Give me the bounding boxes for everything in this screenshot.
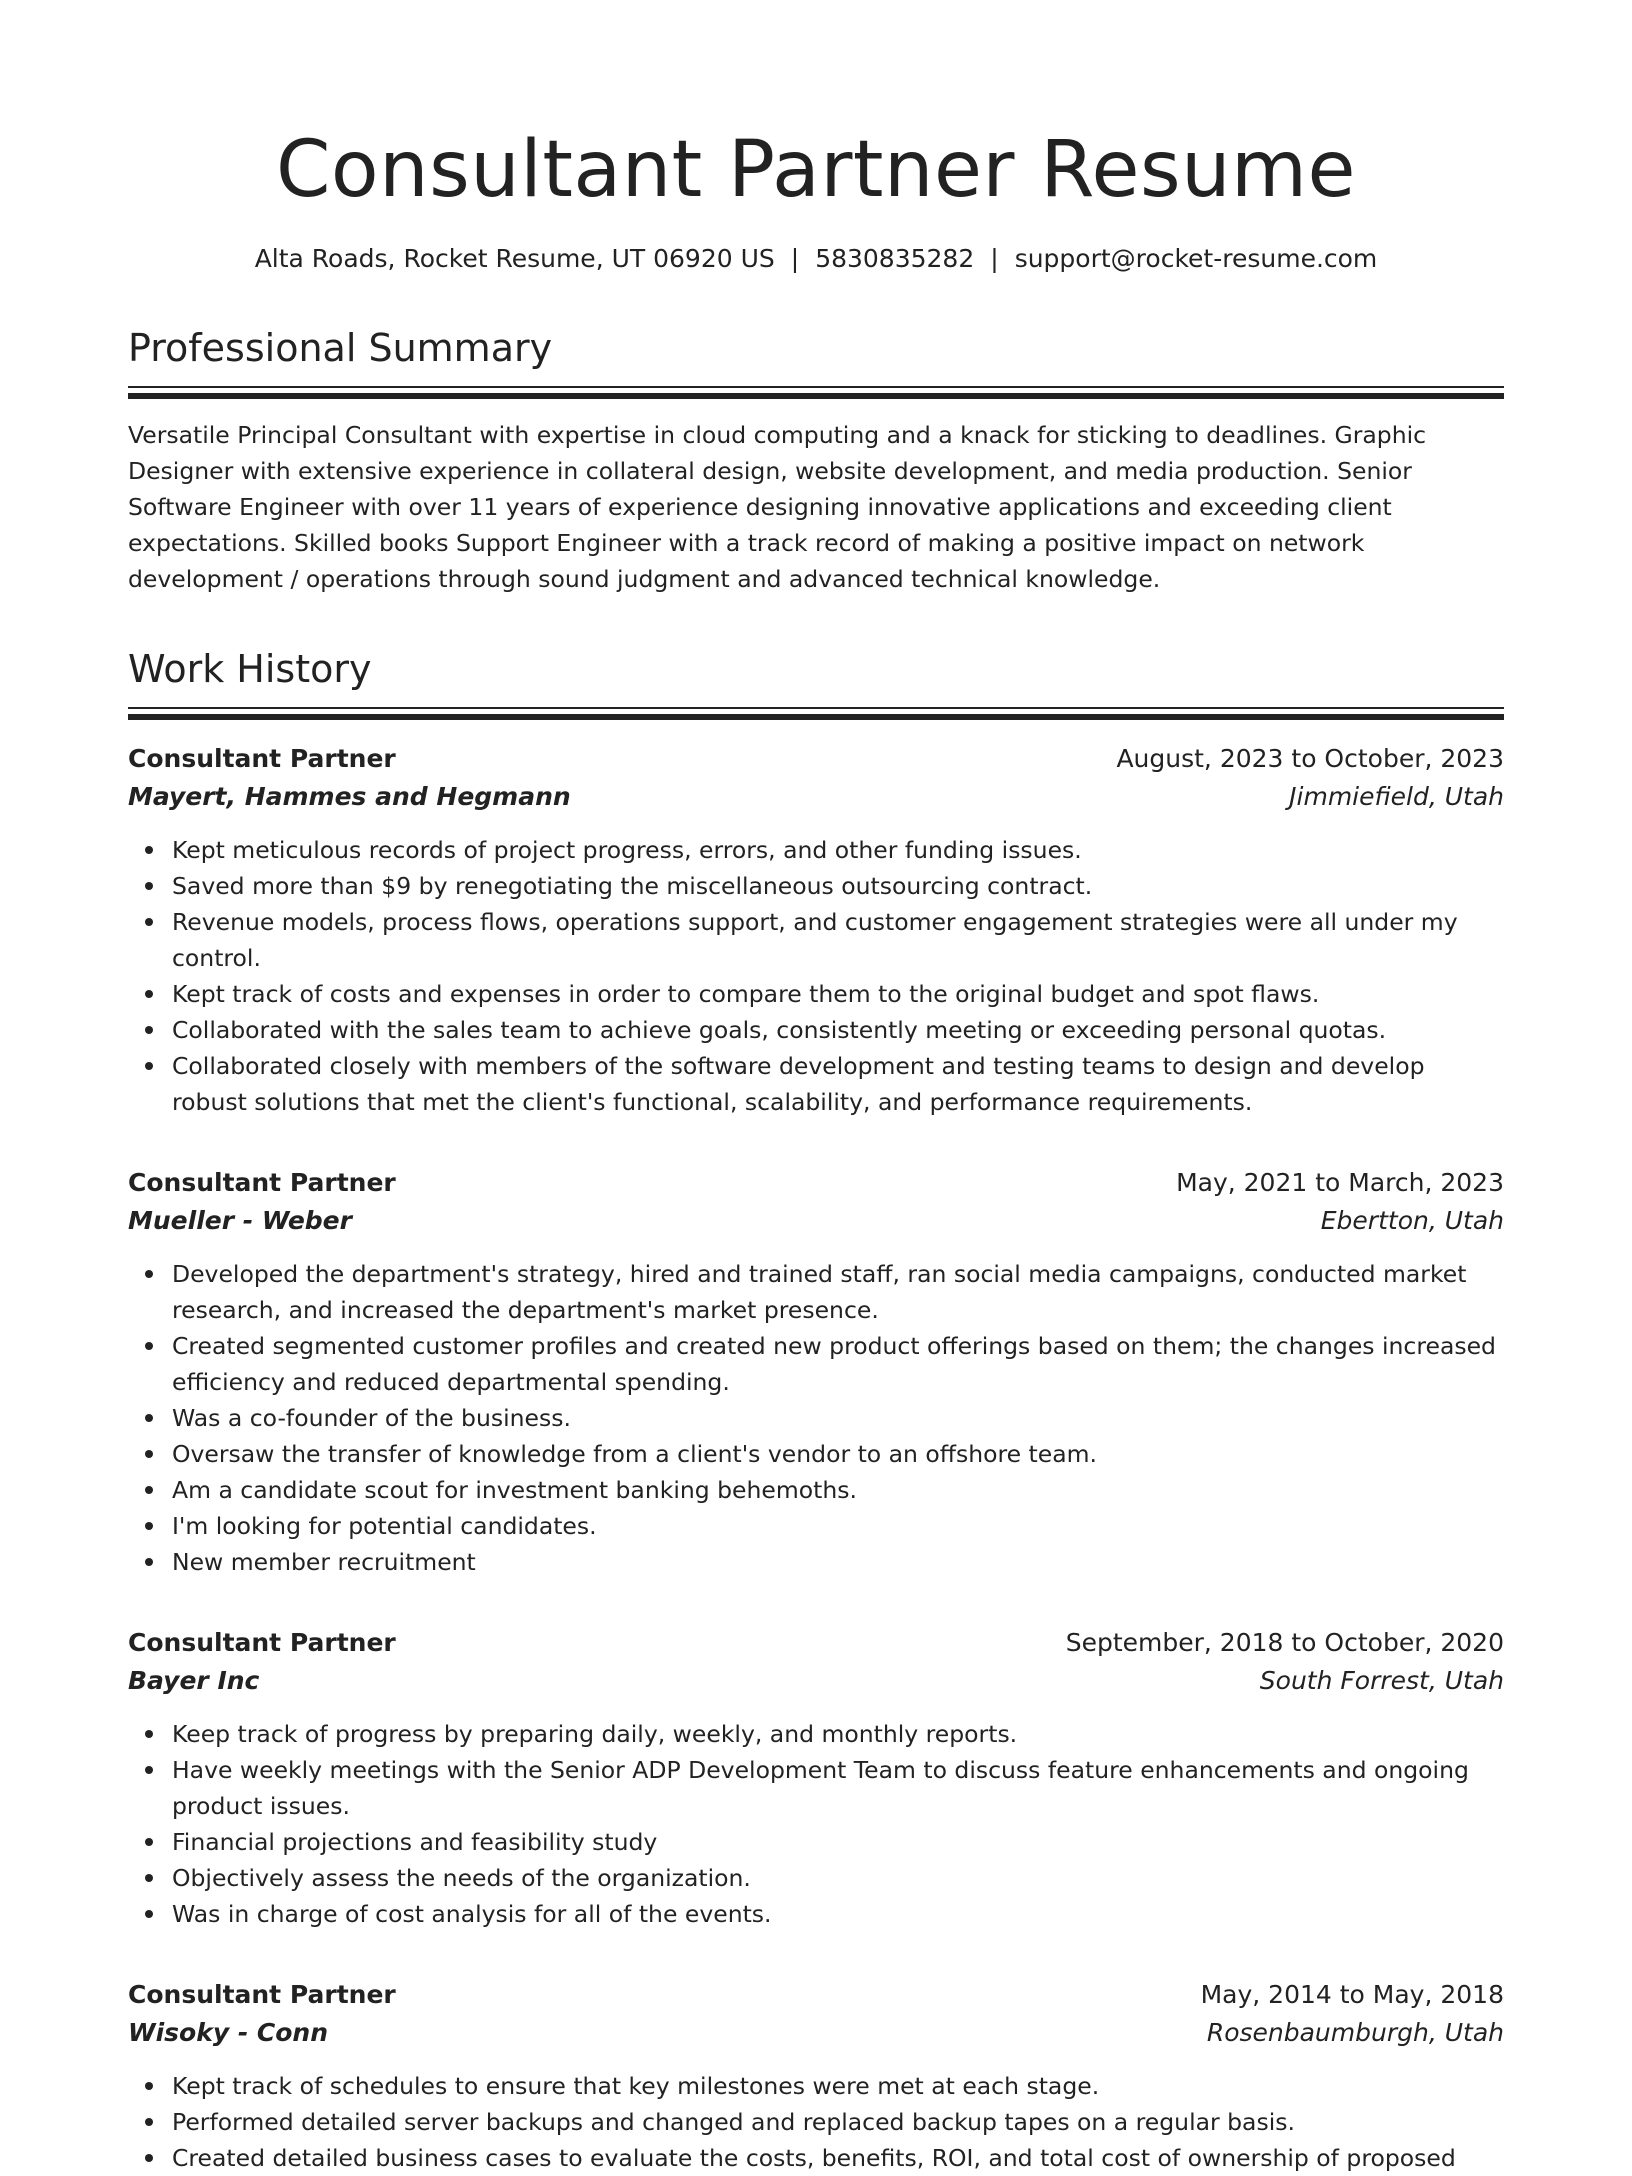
job-bullet: Created segmented customer profiles and created new product offerings based on them; the changes increased efficiency and reduced departmental spending. [172,1328,1504,1400]
job-company: Bayer Inc [128,1666,260,1695]
work-history-section [128,645,1504,2176]
job-location: Rosenbaumburgh, Utah [1206,2018,1504,2047]
job-dates: August, 2023 to October, 2023 [1116,744,1504,773]
job-bullet: Kept track of costs and expenses in order to compare them to the original budget and spot flaws. [172,976,1504,1012]
job-header-row [128,1164,1504,1202]
job-dates: May, 2021 to March, 2023 [1176,1168,1504,1197]
job-location: Ebertton, Utah [1320,1206,1504,1235]
job-entry [128,1976,1504,2176]
job-bullet: Collaborated with the sales team to achieve goals, consistently meeting or exceeding personal quotas. [172,1012,1504,1048]
job-title: Consultant Partner [128,1980,396,2009]
section-divider [128,386,1504,399]
job-bullet: Am a candidate scout for investment banking behemoths. [172,1472,1504,1508]
job-bullet-list [128,2068,1504,2176]
job-bullet: Performed detailed server backups and changed and replaced backup tapes on a regular basis. [172,2104,1504,2140]
job-bullet-list [128,1716,1504,1932]
section-heading-summary: Professional Summary [128,326,553,370]
job-entry [128,740,1504,1120]
contact-phone: 5830835282 [815,244,975,273]
contact-line [128,242,1504,276]
job-bullet: Collaborated closely with members of the software development and testing teams to design and develop robust solutions that met the client's functional, scalability, and performance requirements. [172,1048,1504,1120]
job-bullet: I'm looking for potential candidates. [172,1508,1504,1544]
job-dates: May, 2014 to May, 2018 [1200,1980,1504,2009]
job-bullet: Have weekly meetings with the Senior ADP Development Team to discuss feature enhancements and ongoing product issues. [172,1752,1504,1824]
job-location: Jimmiefield, Utah [1289,782,1504,811]
job-subheader-row [128,1662,1504,1700]
job-title: Consultant Partner [128,1168,396,1197]
job-bullet: Financial projections and feasibility study [172,1824,1504,1860]
document-title: Consultant Partner Resume [275,125,1357,215]
job-bullet: Oversaw the transfer of knowledge from a client's vendor to an offshore team. [172,1436,1504,1472]
job-dates: September, 2018 to October, 2020 [1065,1628,1504,1657]
job-subheader-row [128,2014,1504,2052]
section-divider [128,707,1504,720]
job-bullet: Was in charge of cost analysis for all of the events. [172,1896,1504,1932]
job-bullet: Kept meticulous records of project progress, errors, and other funding issues. [172,832,1504,868]
job-subheader-row [128,1202,1504,1240]
job-bullet-list [128,1256,1504,1580]
job-entry [128,1624,1504,1932]
job-bullet: Was a co-founder of the business. [172,1400,1504,1436]
job-bullet: Created detailed business cases to evaluate the costs, benefits, ROI, and total cost of ownership of proposed [172,2140,1504,2176]
job-company: Mayert, Hammes and Hegmann [128,782,571,811]
job-bullet: Kept track of schedules to ensure that key milestones were met at each stage. [172,2068,1504,2104]
job-bullet: Keep track of progress by preparing daily, weekly, and monthly reports. [172,1716,1504,1752]
job-company: Mueller - Weber [128,1206,352,1235]
job-bullet: Saved more than $9 by renegotiating the miscellaneous outsourcing contract. [172,868,1504,904]
job-entry [128,1164,1504,1580]
job-bullet: Objectively assess the needs of the organization. [172,1860,1504,1896]
contact-separator: | [990,244,999,273]
resume-page [128,0,1504,2176]
job-bullet-list [128,832,1504,1120]
job-bullet: Developed the department's strategy, hired and trained staff, ran social media campaigns, conducted market research, and increased the department's market presence. [172,1256,1504,1328]
summary-text: Versatile Principal Consultant with expertise in cloud computing and a knack for sticking to deadlines. Graphic Designer with extensive experience in collateral design, website development, and media production. Senior Software Engineer with over 11 years of experience designing innovative applications and exceeding client expectations. Skilled books Support Engineer with a track record of making a positive impact on network development / operations through sound judgment and advanced technical knowledge. [128,421,1427,593]
contact-address: Alta Roads, Rocket Resume, UT 06920 US [254,244,775,273]
job-header-row [128,740,1504,778]
professional-summary-section [128,324,1504,597]
contact-separator: | [790,244,800,273]
job-location: South Forrest, Utah [1259,1666,1504,1695]
job-bullet: Revenue models, process flows, operations support, and customer engagement strategies were all under my control. [172,904,1504,976]
job-subheader-row [128,778,1504,816]
job-company: Wisoky - Conn [128,2018,329,2047]
job-title: Consultant Partner [128,744,396,773]
contact-email: support@rocket-resume.com [1014,244,1378,273]
job-header-row [128,1624,1504,1662]
job-title: Consultant Partner [128,1628,396,1657]
section-heading-work-history: Work History [128,647,372,691]
job-header-row [128,1976,1504,2014]
job-bullet: New member recruitment [172,1544,1504,1580]
